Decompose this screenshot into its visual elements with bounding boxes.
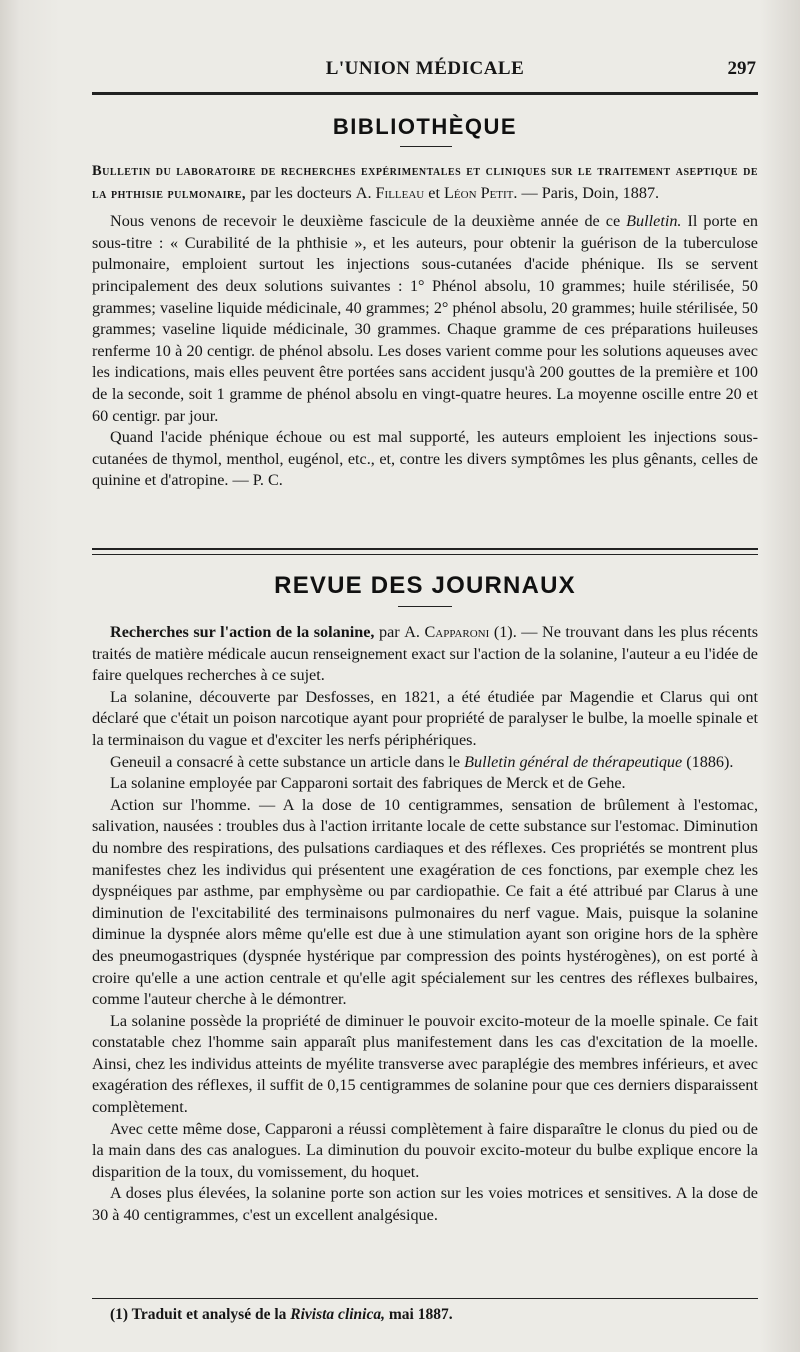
paragraph: Action sur l'homme. — A la dose de 10 centigrammes, sensation de brûlement à l'estomac, salivation, nausées : troubles dus à l'action irritante locale de cette substance sur l'estomac. Diminution du nombre des respirations, des pulsations cardiaques et des réflexes. Ces propriétés se montrent plus manifestes chez les individus qui présentent une exagération de ces fonctions, par exemple chez les dyspnéiques par asthme, par emphysème ou par cardiopathie. Ce fait a été attribué par Clarus à une diminution de l'excitabilité des terminaisons pulmonaires du nerf vague. Mais, puisque la solanine diminue la dyspnée alors même qu'elle est due à une stimulation ayant son origine hors de la sphère des pneumogastriques (dyspnée hystérique par compression des points hystérogènes), on est porté à croire qu'elle a une action centrale et qu'elle agit spécialement sur les centres des réflexes bulbaires, comme l'auteur cherche à le démontrer.	[92, 795, 758, 1009]
paragraph: La solanine, découverte par Desfosses, en 1821, a été étudiée par Magendie et Clarus qui ont déclaré que c'était un poison narcotique ayant pour propriété de paralyser le bulbe, la moelle spinale et la terminaison du vague et d'exciter les nerfs périphériques.	[92, 687, 758, 749]
revue-section	[92, 622, 758, 1227]
paragraph: Avec cette même dose, Capparoni a réussi complètement à faire disparaître le clonus du pied ou de la main dans des cas analogues. La diminution du pouvoir excito-moteur du bulbe explique encore la disparition de la toux, du vomissement, du hoquet.	[92, 1119, 758, 1181]
citation-and: et	[424, 183, 445, 202]
book-citation	[92, 160, 758, 205]
text-run: — Ne trouvant dans les plus récents traités de matière médicale aucun renseignement exact sur l'action de la solanine, l'auteur a eu l'idée de faire quelques recherches à ce sujet.	[92, 623, 758, 685]
footnote	[110, 1306, 750, 1324]
header-rule	[92, 92, 758, 95]
citation-author: A. Filleau	[355, 183, 425, 202]
paragraph: Quand l'acide phénique échoue ou est mal supporté, les auteurs emploient les injections sous-cutanées de thymol, menthol, eugénol, etc., et, contre les divers symptômes les plus gênants, celles de quinine et d'atropine. — P. C.	[92, 428, 758, 490]
text-run-italic: Rivista clinica,	[290, 1306, 385, 1323]
paragraph: La solanine possède la propriété de diminuer le pouvoir excito-moteur de la moelle spinale. Ce fait constatable chez l'homme sain apparaît plus manifestement dans les cas d'excitation de la moelle. Ainsi, chez les individus atteints de myélite transverse avec paraplégie des membres inférieurs, et avec exagération des réflexes, il suffit de 0,15 centigrammes de solanine pour que ces derniers disparaissent complètement.	[92, 1011, 758, 1117]
citation-author: Léon Petit	[444, 183, 514, 202]
text-run: (1886).	[682, 752, 734, 771]
text-run: Il porte en sous-titre : « Curabilité de la phthisie », et les auteurs, pour obtenir la guérison de la tuberculose pulmonaire, emploient surtout les injections sous-cutanées d'acide phénique. Ils se servent principalement des deux solutions suivantes : 1° Phénol absolu, 10 grammes; huile stérilisée, 50 grammes; vaseline liquide médicinale, 40 grammes; 2° phénol absolu, 20 grammes; huile stérilisée, 50 grammes; vaseline liquide médicinale, 30 grammes. Chaque gramme de ces préparations huileuses renferme 10 à 20 centigr. de phénol absolu. Les doses varient comme pour les solutions aqueuses avec les indications, mais elles peuvent être portées sans accident jusqu'à 200 gouttes de la première et 100 de la seconde, soit 1 gramme de phénol absolu en vingt-quatre heures. La moyenne oscille entre 20 et 60 centigr. par jour.	[92, 212, 758, 425]
page-header	[92, 56, 758, 86]
paragraph	[92, 211, 758, 427]
bibliotheque-section	[92, 160, 758, 492]
title-underline	[400, 146, 452, 147]
running-title: L'UNION MÉDICALE	[325, 58, 525, 79]
text-run-italic: Bulletin général de thérapeutique	[464, 752, 683, 771]
section-title-revue: REVUE DES JOURNAUX	[274, 572, 576, 599]
paragraph: La solanine employée par Capparoni sortait des fabriques de Merck et de Gehe.	[110, 774, 626, 793]
text-run-italic: Bulletin.	[626, 212, 682, 231]
paragraph	[92, 752, 758, 774]
text-run: Nous venons de recevoir le deuxième fascicule de la deuxième année de ce	[110, 212, 627, 231]
paragraph	[92, 622, 758, 687]
citation-authors-prefix: par les docteurs	[246, 183, 356, 202]
text-run: mai 1887.	[384, 1306, 453, 1323]
footnote-rule	[92, 1298, 758, 1299]
page-number: 297	[727, 58, 756, 79]
citation-publisher: . — Paris, Doin, 1887.	[513, 183, 660, 202]
citation-title: Bulletin du laboratoire de recherches expérimentales et cliniques sur le traitement aseptique de la phthisie pulmonaire,	[92, 163, 758, 202]
text-run: par	[374, 623, 405, 641]
section-title-bibliotheque: BIBLIOTHÈQUE	[332, 114, 518, 139]
footnote-ref: (1).	[489, 623, 517, 641]
text-run: (1) Traduit et analysé de la	[110, 1306, 291, 1323]
title-underline	[398, 606, 452, 607]
article-author: A. Capparoni	[404, 623, 490, 641]
section-separator	[92, 548, 758, 555]
text-run: Geneuil a consacré à cette substance un article dans le	[110, 752, 465, 771]
article-heading: Recherches sur l'action de la solanine,	[110, 623, 375, 641]
paragraph: A doses plus élevées, la solanine porte son action sur les voies motrices et sensitives. A la dose de 30 à 40 centigrammes, c'est un excellent analgésique.	[92, 1184, 758, 1225]
